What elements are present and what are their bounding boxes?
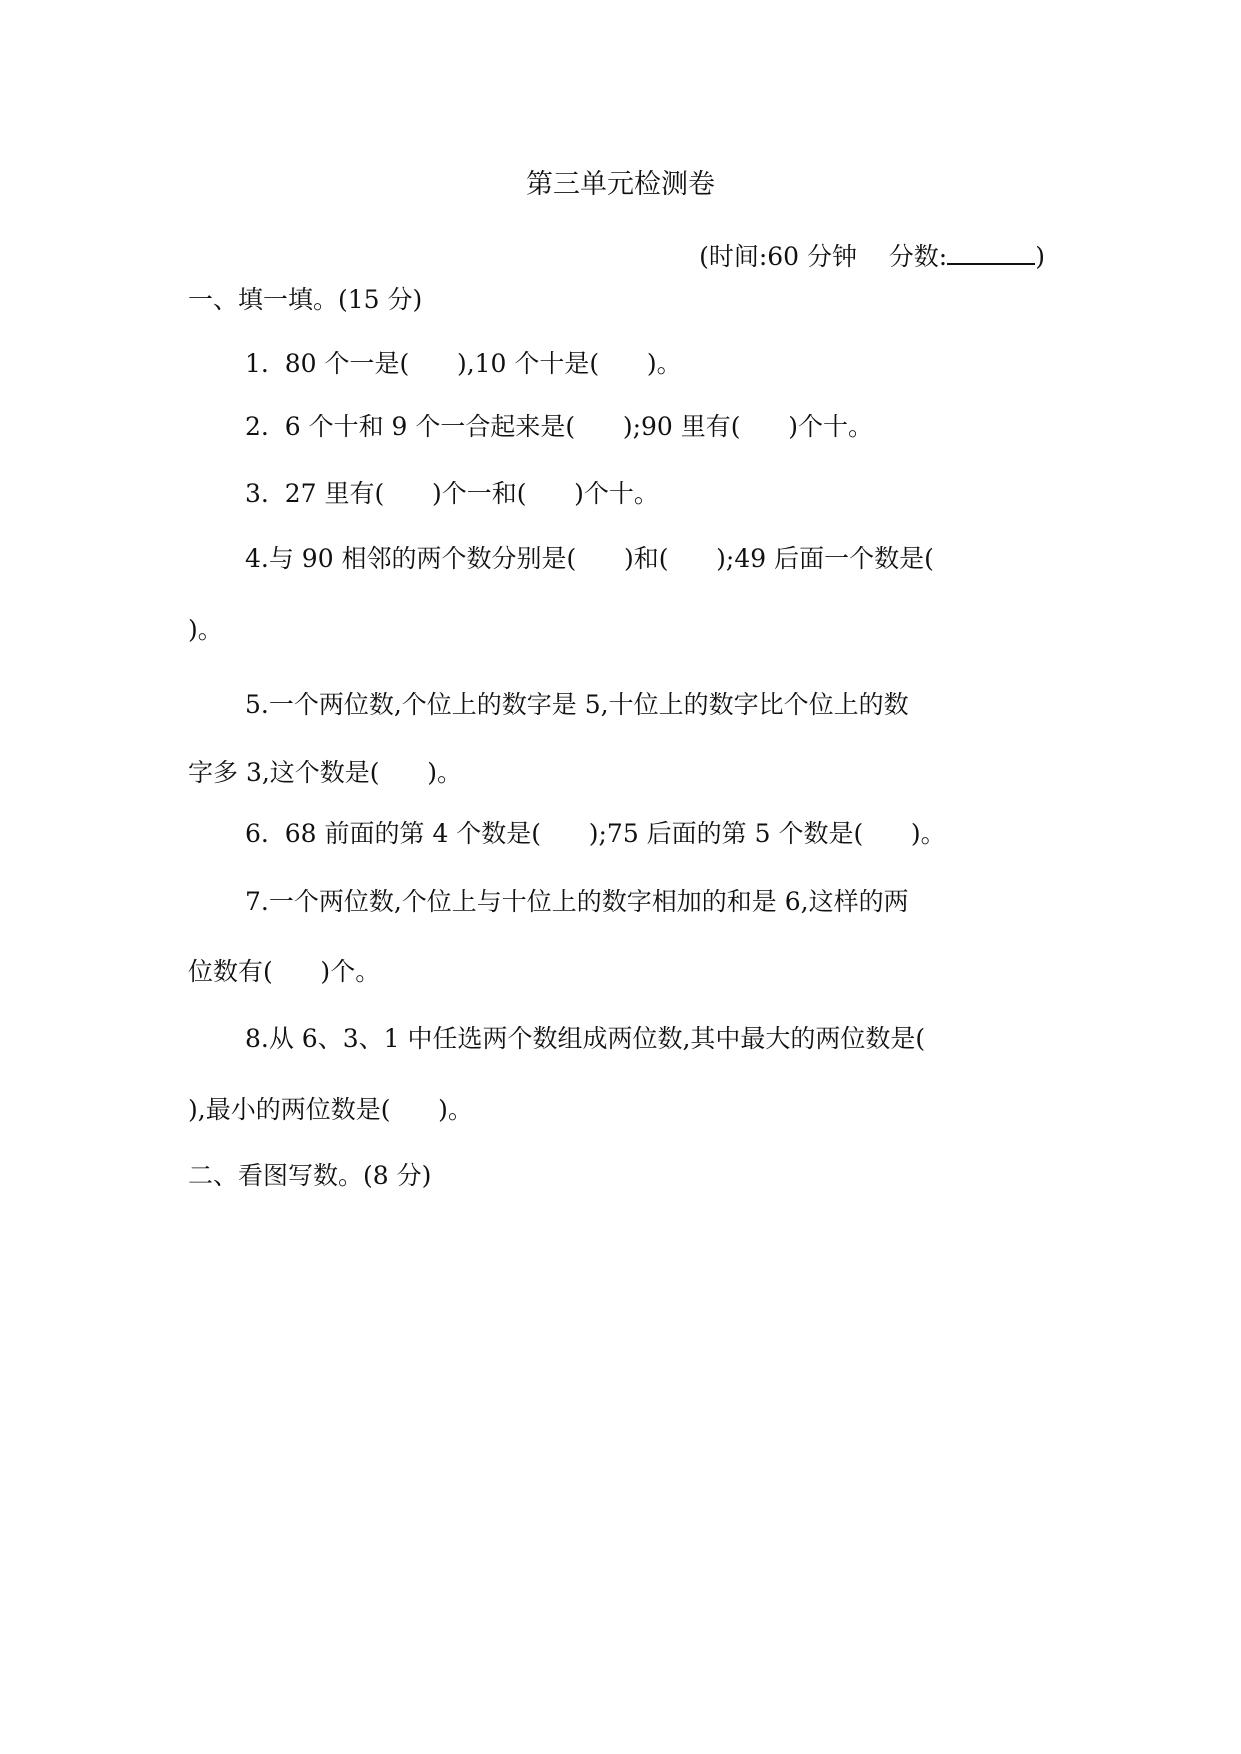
score-close-paren: )	[1035, 242, 1045, 271]
time-score-text: (时间:60 分钟 分数:	[699, 242, 948, 271]
question-4-line-2: )。	[188, 615, 223, 644]
page-title: 第三单元检测卷	[526, 169, 715, 200]
question-5-line-2: 字多 3,这个数是( )。	[188, 758, 462, 787]
question-5-line-1: 5.一个两位数,个位上的数字是 5,十位上的数字比个位上的数	[245, 690, 909, 719]
question-6: 6. 68 前面的第 4 个数是( );75 后面的第 5 个数是( )。	[245, 819, 946, 848]
section-1-heading: 一、填一填。(15 分)	[188, 285, 423, 314]
question-7-line-2: 位数有( )个。	[188, 957, 381, 986]
question-4-line-1: 4.与 90 相邻的两个数分别是( )和( );49 后面一个数是(	[245, 544, 934, 573]
question-8-line-1: 8.从 6、3、1 中任选两个数组成两位数,其中最大的两位数是(	[245, 1024, 926, 1053]
score-blank[interactable]	[947, 241, 1035, 265]
question-7-line-1: 7.一个两位数,个位上与十位上的数字相加的和是 6,这样的两	[245, 887, 909, 916]
question-3: 3. 27 里有( )个一和( )个十。	[245, 479, 659, 508]
question-8-line-2: ),最小的两位数是( )。	[188, 1095, 473, 1124]
time-score-info	[699, 241, 1045, 273]
question-1: 1. 80 个一是( ),10 个十是( )。	[245, 349, 682, 378]
question-2: 2. 6 个十和 9 个一合起来是( );90 里有( )个十。	[245, 412, 873, 441]
section-2-heading: 二、看图写数。(8 分)	[188, 1161, 432, 1190]
